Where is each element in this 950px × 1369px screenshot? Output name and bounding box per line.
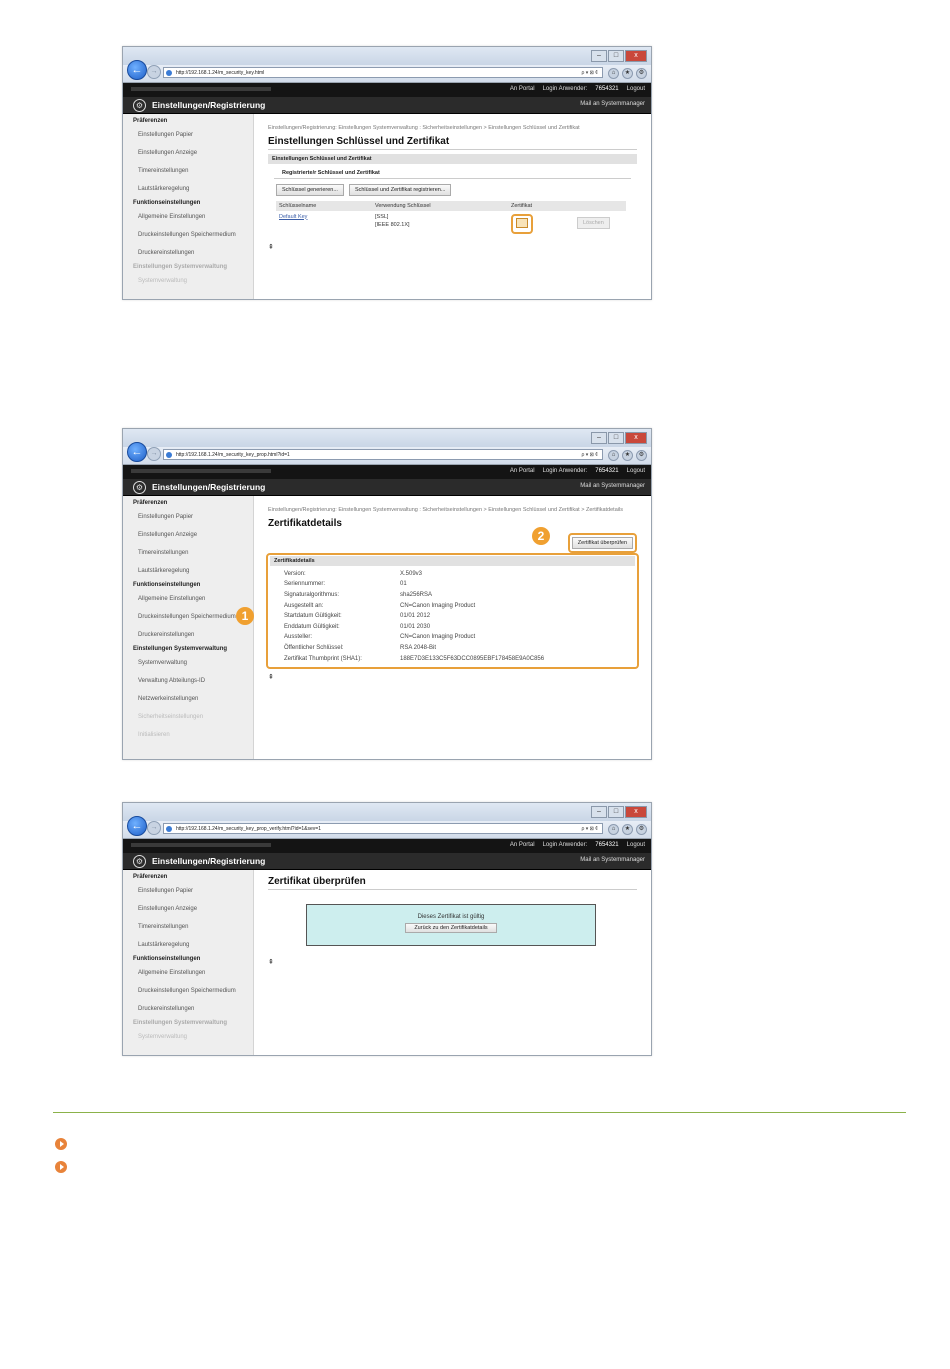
login-label: Login Anwender: (542, 842, 588, 848)
maximize-button[interactable]: □ (608, 806, 624, 818)
favorites-icons (608, 450, 647, 461)
app-header (123, 479, 651, 496)
url-text: http://192.168.1.24/m_security_key_prop_verify.html?id=1&sev=1 (176, 826, 321, 832)
address-bar[interactable] (163, 67, 603, 78)
detail-value: 01/01 2012 (400, 613, 431, 620)
sidebar-group: Präferenzen (133, 874, 168, 880)
breadcrumb: Einstellungen/Registrierung: Einstellungen Systemverwaltung : Sicherheitseinstellungen > Einstellungen Schlüssel und Zertifikat (268, 125, 580, 131)
app-title: Einstellungen/Registrierung (152, 482, 266, 492)
sidebar-item[interactable]: Einstellungen Papier (138, 514, 194, 520)
sidebar-item[interactable]: Lautstärkeregelung (138, 942, 190, 948)
related-link-1[interactable] (55, 1138, 69, 1152)
detail-value: RSA 2048-Bit (400, 644, 437, 651)
sidebar-item[interactable]: Druckereinstellungen (138, 1006, 195, 1012)
nav-bar (123, 821, 651, 839)
page-body (123, 870, 651, 1056)
arrow-circle-icon (55, 1161, 67, 1173)
detail-label: Enddatum Gültigkeit: (284, 623, 340, 630)
star-icon[interactable]: ★ (622, 68, 633, 79)
gear-icon[interactable]: ⚙ (636, 450, 647, 461)
sidebar-item[interactable]: Druckeinstellungen Speichermedium (138, 614, 236, 620)
sidebar-item[interactable]: Einstellungen Anzeige (138, 906, 198, 912)
app-title: Einstellungen/Registrierung (152, 856, 266, 866)
forward-button[interactable]: → (147, 821, 161, 835)
page-title: Zertifikat überprüfen (268, 876, 637, 890)
back-button[interactable]: ← (127, 816, 147, 836)
sidebar-group: Funktionseinstellungen (133, 200, 201, 206)
detail-value: 01 (400, 581, 407, 588)
sidebar (123, 870, 254, 1056)
portal-link[interactable]: An Portal (509, 842, 535, 848)
sidebar-group: Einstellungen Systemverwaltung (133, 264, 228, 270)
details-highlight (266, 553, 639, 669)
device-name-blur (131, 843, 271, 847)
col-certificate: Zertifikat (508, 201, 574, 211)
top-header (123, 83, 651, 97)
back-to-details-button[interactable]: Zurück zu den Zertifikatdetails (405, 923, 496, 933)
sidebar-item[interactable]: Timereinstellungen (138, 550, 189, 556)
title-bar (123, 803, 651, 821)
detail-row (270, 579, 635, 590)
col-keyname: Schlüsselname (276, 201, 372, 211)
details-list (270, 566, 635, 664)
delete-button[interactable]: Löschen (577, 217, 610, 229)
detail-value: 01/01 2030 (400, 623, 431, 630)
page-top-icon[interactable]: ⇞ (268, 959, 274, 966)
star-icon[interactable]: ★ (622, 824, 633, 835)
page-title: Einstellungen Schlüssel und Zertifikat (268, 136, 637, 150)
action-buttons (276, 184, 637, 196)
settings-logo-icon: ⚙ (133, 99, 146, 112)
portal-link[interactable]: An Portal (509, 468, 535, 474)
url-text: http://192.168.1.24/m_security_key.html (176, 70, 265, 76)
detail-value: X.509v3 (400, 570, 423, 577)
detail-label: Zertifikat Thumbprint (SHA1): (284, 655, 362, 662)
back-button[interactable]: ← (127, 60, 147, 80)
app-header (123, 97, 651, 114)
login-user: 7654321 (595, 842, 619, 848)
subsection-header: Registrierte/r Schlüssel und Zertifikat (274, 164, 631, 179)
minimize-button[interactable]: – (591, 432, 607, 444)
page-body (123, 496, 651, 760)
breadcrumb: Einstellungen/Registrierung: Einstellungen Systemverwaltung : Sicherheitseinstellungen > Einstellungen Schlüssel und Zertifikat > Zertifikatdetails (268, 507, 623, 513)
sidebar (123, 114, 254, 300)
address-tools[interactable]: ρ ▾ ⊠ ¢ (581, 452, 598, 458)
detail-value: sha256RSA (400, 591, 433, 598)
callout-1: 1 (236, 607, 254, 625)
detail-label: Aussteller: (284, 634, 313, 641)
home-icon[interactable]: ⌂ (608, 824, 619, 835)
mail-link[interactable]: Mail an Systemmanager (580, 101, 645, 107)
sidebar (123, 496, 254, 760)
sidebar-item[interactable]: Verwaltung Abteilungs-ID (138, 678, 206, 684)
verify-row (268, 531, 637, 553)
sidebar-group: Funktionseinstellungen (133, 956, 201, 962)
certificate-icon[interactable] (516, 218, 528, 228)
detail-value: 188E7D3E133C5F63DCC0895EBF178458E9A0C856 (400, 655, 545, 662)
sidebar-item[interactable]: Lautstärkeregelung (138, 568, 190, 574)
sidebar-item[interactable]: Netzwerkeinstellungen (138, 696, 199, 702)
sidebar-item[interactable]: Systemverwaltung (138, 660, 188, 666)
detail-label: Signaturalgorithmus: (284, 591, 340, 598)
usage-ssl: [SSL] (375, 213, 389, 220)
detail-row (270, 643, 635, 654)
detail-row (270, 590, 635, 601)
minimize-button[interactable]: – (591, 806, 607, 818)
sidebar-item[interactable]: Allgemeine Einstellungen (138, 596, 206, 602)
verify-highlight (568, 533, 637, 553)
sidebar-item[interactable]: Lautstärkeregelung (138, 186, 190, 192)
close-button[interactable]: x (625, 806, 647, 818)
home-icon[interactable]: ⌂ (608, 450, 619, 461)
sidebar-item[interactable]: Druckereinstellungen (138, 250, 195, 256)
detail-label: Ausgestellt an: (284, 602, 324, 609)
gear-icon[interactable]: ⚙ (636, 824, 647, 835)
col-usage: Verwendung Schlüssel (372, 201, 508, 211)
back-button[interactable]: ← (127, 442, 147, 462)
detail-label: Seriennummer: (284, 581, 326, 588)
close-button[interactable]: x (625, 50, 647, 62)
app-header (123, 853, 651, 870)
sidebar-item[interactable]: Timereinstellungen (138, 168, 189, 174)
page-icon (166, 70, 172, 76)
mail-link[interactable]: Mail an Systemmanager (580, 857, 645, 863)
address-bar[interactable] (163, 449, 603, 460)
minimize-button[interactable]: – (591, 50, 607, 62)
detail-label: Öffentlicher Schlüssel: (284, 644, 344, 651)
sidebar-item[interactable]: Druckereinstellungen (138, 632, 195, 638)
forward-button[interactable]: → (147, 65, 161, 79)
sidebar-item[interactable]: Einstellungen Papier (138, 132, 194, 138)
maximize-button[interactable]: □ (608, 50, 624, 62)
key-table (276, 201, 626, 237)
key-usage (372, 211, 508, 237)
title-bar (123, 47, 651, 65)
detail-row (270, 600, 635, 611)
portal-link[interactable]: An Portal (509, 86, 535, 92)
sidebar-group: Funktionseinstellungen (133, 582, 201, 588)
default-key-link[interactable]: Default Key (279, 213, 308, 220)
table-header-row (276, 201, 626, 211)
arrow-circle-icon (55, 1138, 67, 1150)
sidebar-item[interactable]: Allgemeine Einstellungen (138, 970, 206, 976)
device-name-blur (131, 87, 271, 91)
section-header: Einstellungen Schlüssel und Zertifikat (268, 154, 637, 164)
address-tools[interactable]: ρ ▾ ⊠ ¢ (581, 826, 598, 832)
main-content (268, 496, 637, 681)
detail-row (270, 569, 635, 580)
maximize-button[interactable]: □ (608, 432, 624, 444)
page-icon (166, 826, 172, 832)
detail-label: Version: (284, 570, 306, 577)
detail-row (270, 611, 635, 622)
col-action (574, 201, 626, 211)
detail-value: CN=Canon Imaging Product (400, 634, 476, 641)
device-name-blur (131, 469, 271, 473)
login-label: Login Anwender: (542, 468, 588, 474)
top-header (123, 839, 651, 853)
sidebar-item[interactable]: Druckeinstellungen Speichermedium (138, 232, 236, 238)
generate-key-button[interactable]: Schlüssel generieren... (276, 184, 344, 196)
login-user: 7654321 (595, 468, 619, 474)
sidebar-item[interactable]: Initialisieren (138, 732, 170, 738)
detail-row (270, 653, 635, 664)
header-links (510, 86, 645, 92)
sidebar-item[interactable]: Systemverwaltung (138, 278, 188, 284)
sidebar-group: Einstellungen Systemverwaltung (133, 646, 228, 652)
logout-link[interactable]: Logout (626, 842, 645, 848)
browser-window-3 (122, 802, 652, 1056)
window-controls (591, 806, 647, 818)
sidebar-group: Präferenzen (133, 500, 168, 506)
sidebar-item[interactable]: Einstellungen Anzeige (138, 532, 198, 538)
page-top-icon[interactable]: ⇞ (268, 243, 274, 251)
sidebar-item[interactable]: Allgemeine Einstellungen (138, 214, 206, 220)
callout-2: 2 (532, 527, 550, 545)
verification-result-box (306, 904, 596, 946)
mail-link[interactable]: Mail an Systemmanager (580, 483, 645, 489)
register-key-button[interactable]: Schlüssel und Zertifikat registrieren... (349, 184, 451, 196)
settings-logo-icon: ⚙ (133, 855, 146, 868)
gear-icon[interactable]: ⚙ (636, 68, 647, 79)
header-links (510, 842, 645, 848)
sidebar-group: Einstellungen Systemverwaltung (133, 1020, 228, 1026)
related-link-2[interactable] (55, 1161, 69, 1175)
logout-link[interactable]: Logout (626, 468, 645, 474)
main-content (268, 870, 637, 966)
favorites-icons (608, 824, 647, 835)
sidebar-item[interactable]: Druckeinstellungen Speichermedium (138, 988, 236, 994)
sidebar-item[interactable]: Timereinstellungen (138, 924, 189, 930)
nav-bar (123, 447, 651, 465)
browser-window-1 (122, 46, 652, 300)
sidebar-item[interactable]: Systemverwaltung (138, 1034, 188, 1040)
table-row (276, 211, 626, 237)
login-user: 7654321 (595, 86, 619, 92)
window-controls (591, 432, 647, 444)
page-icon (166, 452, 172, 458)
close-button[interactable]: x (625, 432, 647, 444)
verify-certificate-button[interactable]: Zertifikat überprüfen (572, 537, 633, 549)
detail-label: Startdatum Gültigkeit: (284, 613, 342, 620)
detail-row (270, 621, 635, 632)
nav-bar (123, 65, 651, 83)
main-content (268, 114, 637, 251)
valid-message: Dieses Zertifikat ist gültig (417, 914, 485, 920)
login-label: Login Anwender: (542, 86, 588, 92)
divider-line (53, 1112, 906, 1113)
logout-link[interactable]: Logout (626, 86, 645, 92)
sidebar-item[interactable]: Einstellungen Papier (138, 888, 194, 894)
details-section-header: Zertifikatdetails (270, 556, 635, 566)
title-bar (123, 429, 651, 447)
star-icon[interactable]: ★ (622, 450, 633, 461)
home-icon[interactable]: ⌂ (608, 68, 619, 79)
forward-button[interactable]: → (147, 447, 161, 461)
window-controls (591, 50, 647, 62)
page-top-icon[interactable]: ⇞ (268, 673, 274, 681)
usage-ieee: [IEEE 802.1X] (375, 221, 410, 228)
sidebar-item[interactable]: Sicherheitseinstellungen (138, 714, 204, 720)
certificate-highlight (511, 214, 533, 234)
page-body (123, 114, 651, 300)
favorites-icons (608, 68, 647, 79)
url-text: http://192.168.1.24/m_security_key_prop.html?id=1 (176, 452, 290, 458)
address-bar[interactable] (163, 823, 603, 834)
detail-value: CN=Canon Imaging Product (400, 602, 476, 609)
page-title: Zertifikatdetails (268, 517, 342, 529)
top-header (123, 465, 651, 479)
sidebar-group: Präferenzen (133, 118, 168, 124)
address-tools[interactable]: ρ ▾ ⊠ ¢ (581, 70, 598, 76)
sidebar-item[interactable]: Einstellungen Anzeige (138, 150, 198, 156)
settings-logo-icon: ⚙ (133, 481, 146, 494)
header-links (510, 468, 645, 474)
browser-window-2 (122, 428, 652, 760)
app-title: Einstellungen/Registrierung (152, 100, 266, 110)
detail-row (270, 632, 635, 643)
